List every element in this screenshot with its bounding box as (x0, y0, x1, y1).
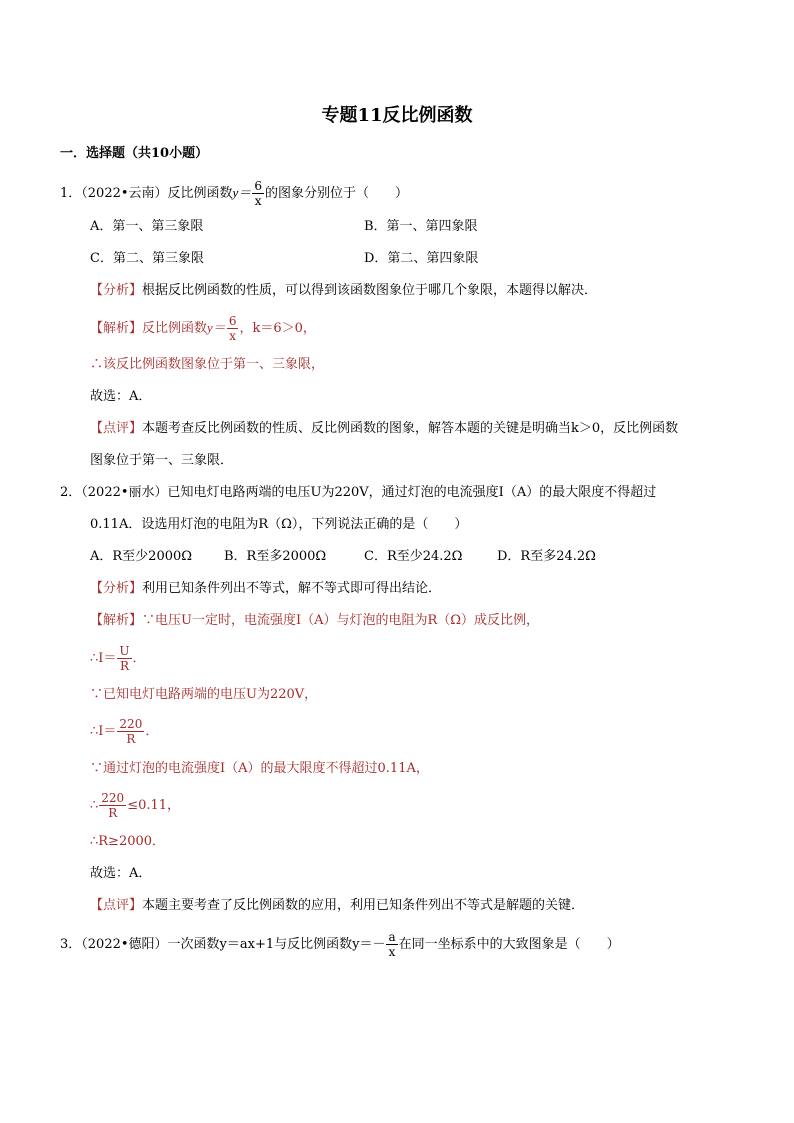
q2-step1-num: U (119, 644, 130, 658)
q1-option-c: C．第二、第三象限 (90, 251, 204, 266)
q2-step5 (90, 792, 180, 819)
q1-comment-cont: 图象位于第一、三象限． (90, 453, 234, 468)
q2-solution (90, 612, 539, 630)
q2-step3-post: ． (145, 724, 159, 739)
q1-therefore: ∴该反比例函数图象位于第一、三象限， (90, 357, 325, 372)
q1-answer: 故选：A． (90, 389, 152, 404)
q2-comment-text: 本题主要考查了反比例函数的应用，利用已知条件列出不等式是解题的关键． (142, 898, 585, 913)
q1-solution-den: x (229, 329, 237, 343)
q1-fraction-den: x (254, 194, 262, 208)
section-heading: 一．选择题（共10小题） (60, 146, 209, 161)
q2-step5-pre: ∴ (90, 798, 99, 813)
q2-step4: ∵通过灯泡的电流强度I（A）的最大限度不得超过0.11A， (90, 761, 429, 776)
q1-solution-text: 反比例函数 (142, 321, 208, 336)
q1-stem (60, 180, 408, 207)
q1-fraction (252, 180, 264, 207)
q3-stem-text: 3．（2022•德阳）一次函数y＝ax+1与反比例函数y＝－ (60, 937, 386, 952)
page-title: 专题11反比例函数 (321, 105, 473, 126)
q2-option-b: B．R至多2000Ω (224, 549, 327, 564)
q2-step5-num: 220 (101, 791, 125, 805)
q3-fraction-num: a (388, 930, 396, 944)
q2-option-a: A．R至少2000Ω (90, 549, 193, 564)
q2-solution-text: ∵电压U一定时，电流强度I（A）与灯泡的电阻为R（Ω）成反比例， (142, 613, 540, 628)
analysis-tag: 【分析】 (90, 581, 143, 596)
q2-option-c: C．R至少24.2Ω (364, 549, 463, 564)
q2-step1 (90, 645, 146, 672)
q2-stem-line1: 2．（2022•丽水）已知电灯电路两端的电压U为220V，通过灯泡的电流强度I（A）的最大限度不得超过 (60, 485, 657, 500)
q2-step3-den: R (126, 732, 136, 746)
analysis-tag: 【分析】 (90, 283, 143, 298)
q2-step2: ∵已知电灯电路两端的电压U为220V， (90, 687, 318, 702)
q2-analysis (90, 580, 441, 598)
q1-comment-text: 本题考查反比例函数的性质、反比例函数的图象，解答本题的关键是明确当k＞0，反比例函数 (142, 421, 679, 436)
q1-solution-y: y＝ (207, 320, 226, 335)
q2-analysis-text: 利用已知条件列出不等式，解不等式即可得出结论． (142, 581, 442, 596)
q2-stem-line2: 0.11A．设选用灯泡的电阻为R（Ω），下列说法正确的是（ ） (90, 517, 468, 532)
q1-option-a: A．第一、第三象限 (90, 219, 204, 234)
q2-step1-post: ． (132, 651, 146, 666)
q2-step5-den: R (108, 806, 118, 820)
solution-tag: 【解析】 (90, 321, 143, 336)
q2-step3-fraction (117, 718, 144, 745)
q1-fraction-num: 6 (254, 179, 262, 193)
q1-solution-num: 6 (228, 314, 237, 328)
q1-solution (90, 315, 316, 342)
q3-stem-text-end: 在同一坐标系中的大致图象是（ ） (398, 937, 620, 952)
q2-step3-pre: ∴I＝ (90, 724, 117, 739)
q2-step5-post: ≤0.11， (127, 798, 181, 813)
comment-tag: 【点评】 (90, 421, 143, 436)
solution-tag: 【解析】 (90, 613, 143, 628)
q1-option-d: D．第二、第四象限 (364, 251, 479, 266)
q2-step3-num: 220 (119, 717, 143, 731)
q2-step1-fraction (117, 645, 131, 672)
q1-stem-text-end: 的图象分别位于（ ） (264, 186, 408, 201)
comment-tag: 【点评】 (90, 898, 143, 913)
q2-answer: 故选：A． (90, 866, 152, 881)
q1-solution-fraction (227, 315, 239, 342)
q2-step3 (90, 718, 158, 745)
q3-fraction (386, 931, 397, 958)
q1-analysis (90, 282, 597, 300)
q2-step6: ∴R≥2000． (90, 834, 166, 849)
q1-solution-tail: ，k＝6＞0， (239, 321, 316, 336)
q1-analysis-text: 根据反比例函数的性质，可以得到该函数图象位于哪几个象限，本题得以解决． (142, 283, 598, 298)
q1-stem-text: 1．（2022•云南）反比例函数 (60, 186, 233, 201)
q2-step5-fraction (99, 792, 126, 819)
q2-comment (90, 897, 584, 915)
q1-stem-y: y＝ (232, 185, 252, 200)
q2-option-d: D．R至多24.2Ω (497, 549, 596, 564)
q1-comment (90, 420, 678, 438)
q1-option-b: B．第一、第四象限 (364, 219, 478, 234)
q3-stem (60, 931, 620, 958)
q3-fraction-den: x (388, 945, 396, 959)
q2-step1-den: R (119, 659, 129, 673)
q2-step1-pre: ∴I＝ (90, 651, 117, 666)
